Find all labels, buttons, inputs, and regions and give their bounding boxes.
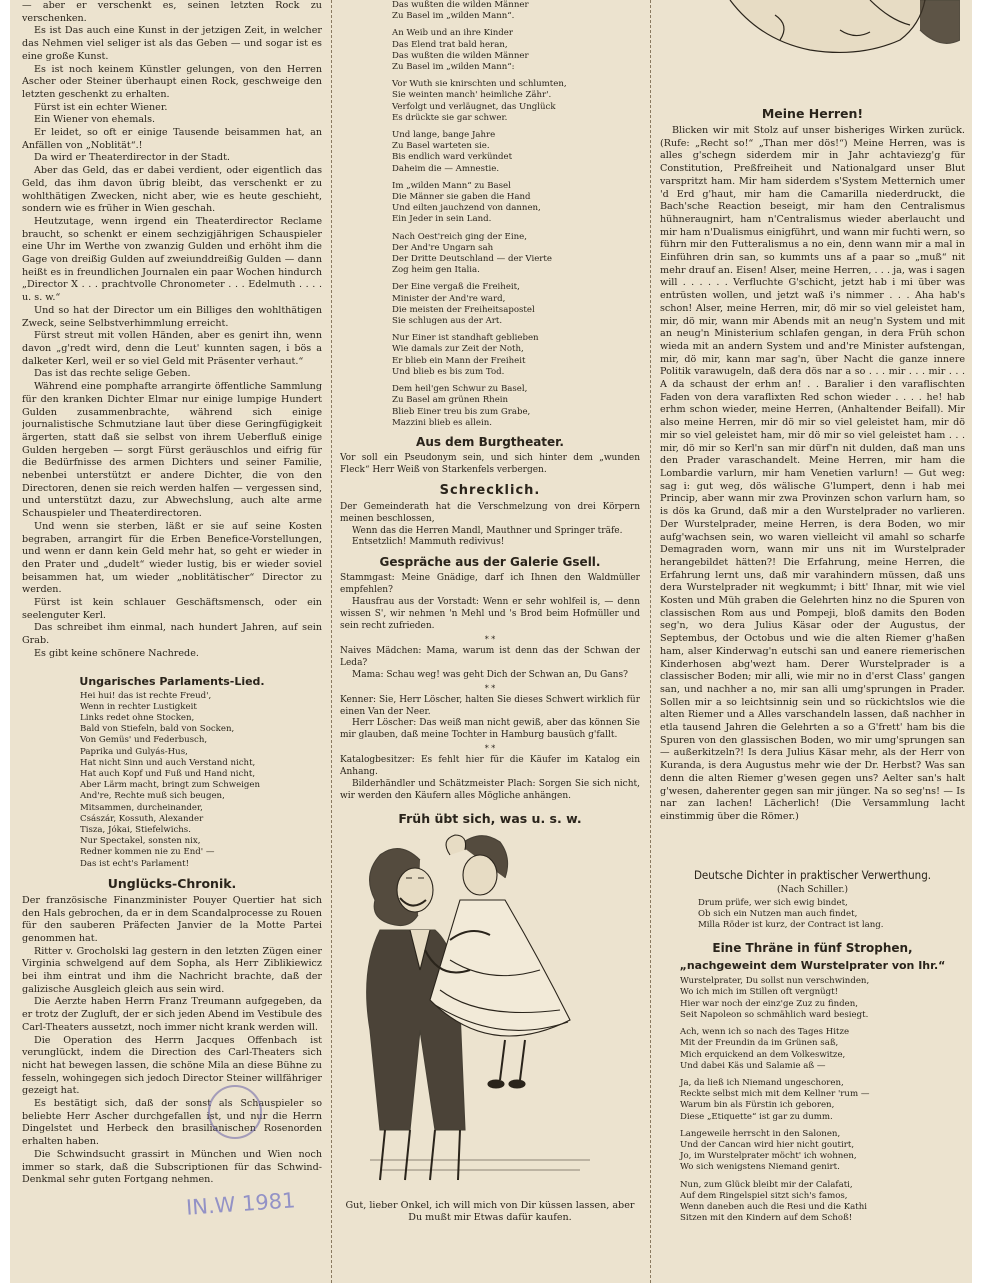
- verse-line: Redner kommen nie zu End' —: [80, 847, 215, 858]
- paragraph: Heutzutage, wenn irgend ein Theaterdirector Reclame braucht, so schenkt er einem sechzigjährigen Schauspieler eine Uhr im Werthe von zwanzig Gulden und erhöht ihm die Gage von dreißig Gulden auf zweiunddreißig Gulden — dann heißt es in freundlichen Journalen ein paar Wochen hindurch „Director X . . . prachtvolle Chronometer . . . Edelmuth . . . . u. s. w.“: [22, 215, 322, 304]
- verse-line: Hat nicht Sinn und auch Verstand nicht,: [80, 757, 256, 768]
- galerie-title: Gespräche aus der Galerie Gsell.: [379, 555, 601, 570]
- stanza: [680, 1027, 965, 1072]
- dichter-subtitle: (Nach Schiller.): [776, 884, 849, 895]
- verse-line: Wo sich wenigstens Niemand genirt.: [680, 1162, 840, 1173]
- verse-line: Zu Basel im „wilden Mann“:: [392, 62, 515, 73]
- verse-line: Von Gemüs' und Federbusch,: [80, 735, 208, 746]
- pencil-note: IN.W 1981: [185, 1188, 297, 1220]
- verse-line: Hat auch Kopf und Fuß und Hand nicht,: [80, 768, 256, 779]
- verse-line: Zog heim gen Italia.: [392, 265, 480, 276]
- paragraph: Das schreibet ihm einmal, nach hundert Jahren, auf sein Grab.: [22, 622, 322, 647]
- stanza: [680, 1180, 965, 1225]
- verse-line: Nach Oest'reich ging der Eine,: [392, 231, 527, 242]
- column-middle: [340, 0, 640, 1283]
- verse-line: Mich erquickend an dem Volkeswitze,: [680, 1049, 846, 1060]
- verse-line: Bis endlich ward verkündet: [392, 152, 513, 163]
- verse-line: Das ist echt's Parlament!: [80, 858, 190, 869]
- paragraph: Es bestätigt sich, daß der sonst als Schauspieler so beliebte Herr Ascher durchgefallen ist, und nur die Herrn Dingelstet und Herbeck den brasilianischen Rosenorden erhalten haben.: [22, 1098, 322, 1148]
- verse-line: Nur Einer ist standhaft geblieben: [392, 333, 539, 344]
- verse-line: Auf dem Ringelspiel sitzt sich's famos,: [680, 1190, 848, 1201]
- paragraph: Stammgast: Meine Gnädige, darf ich Ihnen den Waldmüller empfehlen?: [340, 573, 640, 596]
- profile-head-illustration: [720, 0, 960, 62]
- illustration-caption: Gut, lieber Onkel, ich will mich von Dir küssen lassen, aber Du mußt mir Etwas dafür kaufen.: [345, 1199, 635, 1224]
- galerie-dialogue-2: [340, 646, 640, 682]
- paragraph: Die Operation des Herrn Jacques Offenbach ist verunglückt, indem die Direction des Carl-Theaters sich nicht hat bewegen lassen, die schöne Mila an diese Bühne zu fesseln, wohingegen sich jedoch Director Steiner willfähriger gezeigt hat.: [22, 1034, 322, 1097]
- galerie-dialogue-4: [340, 755, 640, 803]
- verse-line: Warum bin als Fürstin ich geboren,: [680, 1100, 835, 1111]
- verse-line: Es drückte sie gar schwer.: [392, 112, 508, 123]
- schrecklich-text: [340, 502, 640, 550]
- verse-line: Der And're Ungarn sah: [392, 242, 494, 253]
- paragraph: Das ist das rechte selige Geben.: [34, 368, 191, 380]
- galerie-dialogue-1: [340, 573, 640, 633]
- chronicle-title: Unglücks-Chronik.: [107, 875, 237, 891]
- verse-line: Ach, wenn ich so nach des Tages Hitze: [680, 1027, 850, 1038]
- paragraph: Da wird er Theaterdirector in der Stadt.: [34, 152, 230, 164]
- paragraph: Herr Löscher: Das weiß man nicht gewiß, aber das können Sie mir glauben, daß meine Tochter in Hamburg bausüch g'fallt.: [340, 718, 640, 741]
- verse-line: Wo ich mich im Stillen oft vergnügt!: [680, 987, 839, 998]
- verse-line: Und der Cancan wird hier nicht goutirt,: [680, 1139, 855, 1150]
- paragraph: Fürst streut mit vollen Händen, aber es genirt ihn, wenn davon „g'redt wird, denn die Leut' kunnten sagen, i bös a dalketer Kerl, weil er so viel Geld mit Präsenter verhaut.“: [22, 330, 322, 367]
- paragraph: Kenner: Sie, Herr Löscher, halten Sie dieses Schwert wirklich für einen Van der Neer.: [340, 694, 640, 717]
- verse-line: Und dabei Käs und Salamie aß —: [680, 1060, 826, 1071]
- paragraph: Ritter v. Grocholski lag gestern in den letzten Zügen einer Virginia schwelgend auf dem Sopha, als Herr Ziblikiewicz bei ihm eintrat und ihm die Nachricht brachte, daß der galizische Ausgleich gleich aus sein wird.: [22, 945, 322, 995]
- paragraph: Entsetzlich! Mammuth redivivus!: [352, 537, 505, 548]
- verse-line: Mazzini blieb es allein.: [392, 417, 493, 428]
- column-divider-right: [650, 0, 651, 1283]
- paragraph: Fürst ist kein schlauer Geschäftsmensch, oder ein seelenguter Kerl.: [22, 597, 322, 621]
- paragraph: Die Schwindsucht grassirt in München und Wien noch immer so stark, daß die Subscriptionen für das Schwind-Denkmal sehr guten Fortgang nehmen.: [22, 1148, 322, 1186]
- burgtheater-title: Aus dem Burgtheater.: [416, 434, 564, 449]
- library-stamp: [208, 1085, 262, 1139]
- verse-line: Sitzen mit den Kindern auf dem Schoß!: [680, 1213, 853, 1224]
- paragraph: Es ist Das auch eine Kunst in der jetzigen Zeit, in welcher das Nehmen viel seliger ist als das Geben — und sogar ist es eine große Kunst.: [22, 25, 322, 62]
- verse-line: Daheim die — Amnestie.: [392, 163, 500, 174]
- verse-line: Mit der Freundin da im Grünen saß,: [680, 1038, 839, 1049]
- verse-line: Das wußten die wilden Männer: [392, 0, 529, 10]
- verse-line: Bald von Stiefeln, bald von Socken,: [80, 724, 235, 735]
- stanza: [392, 384, 640, 429]
- stanza: [680, 1129, 965, 1174]
- verse-line: Wie damals zur Zeit der Noth,: [392, 344, 524, 355]
- verse-line: Zu Basel am grünen Rhein: [392, 395, 509, 406]
- paragraph: Es gibt keine schönere Nachrede.: [34, 647, 199, 659]
- stanza: [392, 282, 640, 327]
- herren-speech: Blicken wir mit Stolz auf unser bisheriges Wirken zurück. (Rufe: „Recht so!“ „Than mer dös!“) Meine Herren, was is alles g'schegn siderdem mir in Jahr achtaviezg'g für Constitution, Preßfreiheit und Nationalgard unser Blut varspritzt ham. Mir ham siderdem s'System Metternich umer 'd Erd g'haut, mir ham die Camarilla niederdruckt, die Bach'sche Reaction beseigt, mir ham den Centralismus hühneraugnirt, ham n'Centralismus wieder aberlaucht und mir ham n'Dualismus einigführt, und wann mir fuchti wern, so führn mir den Futteralismus a no ein, denn wann mir a mal in Einführen drin san, so kummts uns af a paar so „muß“ nit mehr drauf an. Eisen! Alser, meine Herren, . . . ja, was i sagen will . . . . . . Verfluchte G'schicht, jetzt hab i mi über was entrüsten wollen, und jetzt waß i's nimmer . . . Aha hab's schon! Alser, meine Herren, mir, dö mir so viel geleistet ham, mir, dö mir, wann mir Abends mit an neug'n System und mit an neug'n Ministerium schlafen gengan, in dera Früh schon wieda mit an andern System und and're Minister aufstengan, mir, dö mir, kann mar sag'n, über Nacht die ganze innere Politik varawugeln, daß dera dös nar a so . . . mir . . . mir . . . A da schaust der erhm an! . . Baralier i den varaflischten Faden von dera varaflixten Red schon wieder . . . . he! hab erhm schon wieder, meine Herren, (Anhaltender Beifall). Mir also meine Herren, mir dö mir so viel geleistet ham, mir dö mir so viel geleistet ham, mir dö mir so viel geleistet ham . . . mir, dö mir so Kerl'n san mir dürf'n nit dulden, daß man uns den Prader varaschandelt. Meine Herren, mir ham die Lombardie varlurn, mir ham Venetien varlurn! — Gut weg: sag i: gut weg, dös wälische G'lumpert, denn i hab mei Princip, aber wann mir zwa Provinzen schon varlurn ham, so is dös ka Grund, daß mir a den Wurstelprader no varlieren. Der Wurstelprader, meine Herren, is dera Boden, wo mir aufg'wachsen sein, wo waren vielleicht vil amahl so scharfe Demagraden worn, wann mir uns nit im Wurstelprader herangebildet hätten?! Die Erfahrung, meine Herren, die Erfahrung lernt uns, daß mir varahindern müssen, daß uns dera Wurstelprader nit wegkummt; i bitt' Ihnar, mit wie viel Kosten und Müh graben die Gelehrten hinz no die Spuren von classischen Rom aus und Pompeji, bloß damits den Boden seg'n, wo dera Julius Käsar oder der Augustus, der Septembus, der Octobus und wie die alten Riemer g'haßen ham, alser Kinderwag'n eutschi san und eanere riemerischen Kinderhosen abg'wezt ham. Derer Wurstelprader is a classischer Boden; mir alli, wie mir no in d'erst Class' gangen san, und nachher a no, mir san alli umg'sprungen in Prader. Sollen mir a so leichtsinnig sein und so rückichtslos wie die alten Riemer und a Alles varschandeln lassen, daß nachher in etla tausend Jahren die Gelehrten a so a G'frett' ham bis die Spuren von den glassischen Boden, wo mir umg'sprungen san — außerkitzeln?! Is dera Julius Käsar mehr, als der Herr von Kuranda, is dera Augustus mehr wie der Dr. Herbst? Was san denn die alten Riemer g'wesen gegen uns? Aelter san's halt g'wesen, daherenter gegen san mir jünger. Na so seg'ns! — Is nar zan lachen! Lächerlich! (Die Versammlung lacht einstimmig über die Römer.): [660, 125, 965, 822]
- paragraph: Naives Mädchen: Mama, warum ist denn das der Schwan der Leda?: [340, 645, 640, 668]
- verse-line: Wurstelprater, Du sollst nun verschwinden,: [680, 976, 870, 987]
- paragraph: Der französische Finanzminister Pouyer Quertier hat sich den Hals gebrochen, da er in dem Scandalprocesse zu Rouen für den sauberen Präfecten Janvier de la Motte Partei genommen hat.: [22, 894, 322, 944]
- verse-line: An Weib und an ihre Kinder: [392, 28, 513, 39]
- paragraph: Mama: Schau weg! was geht Dich der Schwan an, Du Gans?: [352, 669, 628, 680]
- paragraph: Und so hat der Director um ein Billiges den wohlthätigen Zweck, seine Selbstverhimmlung erreicht.: [22, 304, 322, 329]
- column-divider-left: [331, 0, 332, 1283]
- stanza: [392, 130, 640, 175]
- paragraph: Es ist noch keinem Künstler gelungen, von den Herren Ascher oder Steiner überhaupt einen Rock, geschweige den letzten geschenkt zu erhalten.: [22, 63, 322, 100]
- chronicle-article: [22, 895, 322, 1187]
- verse-line: Reckte selbst mich mit dem Kellner 'rum —: [680, 1089, 870, 1100]
- verse-line: Und lange, bange Jahre: [392, 130, 496, 141]
- stanza: [392, 232, 640, 277]
- paragraph: Katalogbesitzer: Es fehlt hier für die Käufer im Katalog ein Anhang.: [340, 755, 640, 778]
- verse-line: Ein Jeder in sein Land.: [392, 214, 492, 225]
- verse-line: Császár, Kossuth, Alexander: [80, 813, 204, 824]
- verse-line: Ob sich ein Nutzen man auch findet,: [698, 908, 858, 919]
- galerie-dialogue-3: [340, 695, 640, 743]
- herren-title: Meine Herren!: [761, 106, 864, 121]
- dichter-poem: [680, 898, 965, 932]
- verse-line: Der Eine vergaß die Freiheit,: [392, 282, 520, 293]
- uncle-and-girl-illustration: [340, 830, 640, 1190]
- column-left: [22, 0, 322, 1283]
- verse-line: Er blieb ein Mann der Freiheit: [392, 355, 526, 366]
- stanza: [680, 1078, 965, 1123]
- newspaper-page: [10, 0, 972, 1283]
- stanza: [392, 181, 640, 226]
- paragraph: Während eine pomphafte arrangirte öffentliche Sammlung für den kranken Dichter Elmar nur einige lumpige Hundert Gulden zusammenbrachte, während sich einige journalistische Schmutziane laut über diese Geringfügigkeit ärgerten, statt daß sie selbst von ihrem Ueberfluß einige Gulden hergeben — sorgt Fürst geräuschlos und eifrig für die Bedürfnisse des armen Dichters und seiner Familie, nebenbei unterstützt er andere Dichter, die von den Directoren, denen sie reich werden halfen — vergessen sind, und unterstützt dazu, zur Abwechslung, auch alte arme Schauspieler und Theaterdirectoren.: [22, 381, 322, 520]
- basel-poem: [392, 0, 640, 429]
- verse-line: Das wußten die wilden Männer: [392, 50, 529, 61]
- column-right: [660, 0, 965, 1283]
- verse-line: Sie schlugen aus der Art.: [392, 316, 503, 327]
- stars-separator: * *: [484, 683, 496, 693]
- verse-line: Links redet ohne Stocken,: [80, 712, 195, 723]
- paragraph: Der Gemeinderath hat die Verschmelzung von drei Körpern meinen beschlossen,: [340, 501, 640, 524]
- verse-line: Vor Wuth sie knirschten und schlumten,: [392, 79, 567, 90]
- parliament-song-title: Ungarisches Parlaments-Lied.: [79, 674, 265, 688]
- verse-line: Wenn daneben auch die Resi und die Kathi: [680, 1201, 868, 1212]
- verse-line: Langeweile herrscht in den Salonen,: [680, 1128, 841, 1139]
- paragraph: Fürst ist ein echter Wiener.: [34, 101, 168, 113]
- verse-line: Verfolgt und verläugnet, das Unglück: [392, 101, 556, 112]
- verse-line: Nur Spectakel, sonsten nix,: [80, 836, 201, 847]
- thraene-poem: [680, 976, 965, 1224]
- paragraph: Bilderhändler und Schätzmeister Plach: Sorgen Sie sich nicht, wir werden den Käufern alles Mögliche anhängen.: [340, 779, 640, 801]
- verse-line: Das Elend trat bald heran,: [392, 39, 508, 50]
- verse-line: Diese „Etiquette“ ist gar zu dumm.: [680, 1111, 833, 1122]
- stanza: [392, 79, 640, 124]
- verse-line: Hier war noch der einz'ge Zuz zu finden,: [680, 998, 858, 1009]
- paragraph: Ein Wiener von ehemals.: [34, 114, 156, 126]
- paragraph: Die Aerzte haben Herrn Franz Treumann aufgegeben, da er trotz der Zugluft, der er sich jeden Abend im Vestibule des Carl-Theaters aussetzt, noch immer nicht krank werden will.: [22, 996, 322, 1033]
- verse-line: Wenn in rechter Lustigkeit: [80, 701, 197, 712]
- paragraph: Hausfrau aus der Vorstadt: Wenn er sehr wohlfeil is, — denn wissen S', wir nehmen 'n Mehl und 's Brod beim Hofmüller und sein recht zufrieden.: [340, 597, 640, 631]
- paragraph: Er leidet, so oft er einige Tausende beisammen hat, an Anfällen von „Noblität“.!: [22, 127, 322, 151]
- verse-line: Blieb Einer treu bis zum Grabe,: [392, 406, 531, 417]
- paragraph: Aber das Geld, das er dabei verdient, oder eigentlich das Geld, das ihm davon übrig bleibt, das verschenkt er zu wohlthätigen Zwecken, nicht aber, wie es heute geschieht, sondern wie es früher in Wien geschah.: [22, 165, 322, 215]
- verse-line: Die meisten der Freiheitsapostel: [392, 304, 535, 315]
- stanza: [392, 0, 640, 22]
- verse-line: Milla Röder ist kurz, der Contract ist lang.: [698, 920, 884, 931]
- paragraph: — aber er verschenkt es, seinen letzten Rock zu verschenken.: [22, 0, 322, 24]
- verse-line: Drum prüfe, wer sich ewig bindet,: [698, 897, 848, 908]
- stanza: [680, 976, 965, 1021]
- verse-line: Und eilten jauchzend von dannen,: [392, 203, 541, 214]
- verse-line: Dem heil'gen Schwur zu Basel,: [392, 384, 528, 395]
- dichter-title: Deutsche Dichter in praktischer Verwerthung.: [693, 867, 932, 882]
- verse-line: Die Männer sie gaben die Hand: [392, 192, 531, 203]
- burgtheater-text: Vor soll ein Pseudonym sein, und sich hinter dem „wunden Fleck“ Herr Weiß von Starkenfels verbergen.: [340, 452, 640, 475]
- verse-line: Zu Basel warteten sie.: [392, 141, 490, 152]
- verse-line: Und blieb es bis zum Tod.: [392, 366, 505, 377]
- paragraph: Wenn das die Herren Mandl, Mauthner und Springer träfe.: [352, 525, 623, 536]
- stanza: [392, 333, 640, 378]
- verse-line: Minister der And're ward,: [392, 293, 506, 304]
- verse-line: Paprika und Gulyás-Hus,: [80, 746, 188, 757]
- illustration-title: Früh übt sich, was u. s. w.: [398, 810, 582, 826]
- stanza: [392, 28, 640, 73]
- schrecklich-title: Schrecklich.: [439, 482, 541, 498]
- verse-line: Sie weinten manch' heimliche Zähr'.: [392, 90, 552, 101]
- verse-line: Zu Basel im „wilden Mann“.: [392, 11, 515, 22]
- verse-line: Nun, zum Glück bleibt mir der Calafati,: [680, 1179, 853, 1190]
- verse-line: Hei hui! das ist rechte Freud',: [80, 690, 212, 701]
- verse-line: Im „wilden Mann“ zu Basel: [392, 180, 511, 191]
- paragraph: Und wenn sie sterben, läßt er sie auf seine Kosten begraben, arrangirt für die Erben Benefice-Vorstellungen, und wenn er dann kein Geld mehr hat, so geht er wieder in den Prater und „dudelt“ wieder lustig, bis er wieder soviel beisammen hat, um wieder „noblitätischer“ Director zu werden.: [22, 520, 322, 596]
- verse-line: Mitsammen, durcheinander,: [80, 802, 203, 813]
- verse-line: Ja, da ließ ich Niemand ungeschoren,: [680, 1077, 844, 1088]
- stars-separator: * *: [484, 634, 496, 644]
- fuerst-article: [22, 0, 322, 661]
- thraene-title: Eine Thräne in fünf Strophen,: [712, 941, 913, 956]
- verse-line: Tisza, Jókai, Stiefelwichs.: [80, 825, 191, 835]
- thraene-subtitle: „nachgeweint dem Wurstelprater von Ihr.“: [679, 959, 946, 973]
- verse-line: Aber Lärm macht, bringt zum Schweigen: [80, 780, 261, 791]
- verse-line: Jo, im Wurstelprater möcht' ich wohnen,: [680, 1151, 857, 1162]
- verse-line: And're, Rechte muß sich beugen,: [80, 791, 225, 802]
- parliament-song: [62, 691, 322, 870]
- verse-line: Der Dritte Deutschland — der Vierte: [392, 254, 552, 265]
- verse-line: Seit Napoleon so schmählich ward besiegt.: [680, 1009, 869, 1020]
- stars-separator: * *: [484, 744, 496, 754]
